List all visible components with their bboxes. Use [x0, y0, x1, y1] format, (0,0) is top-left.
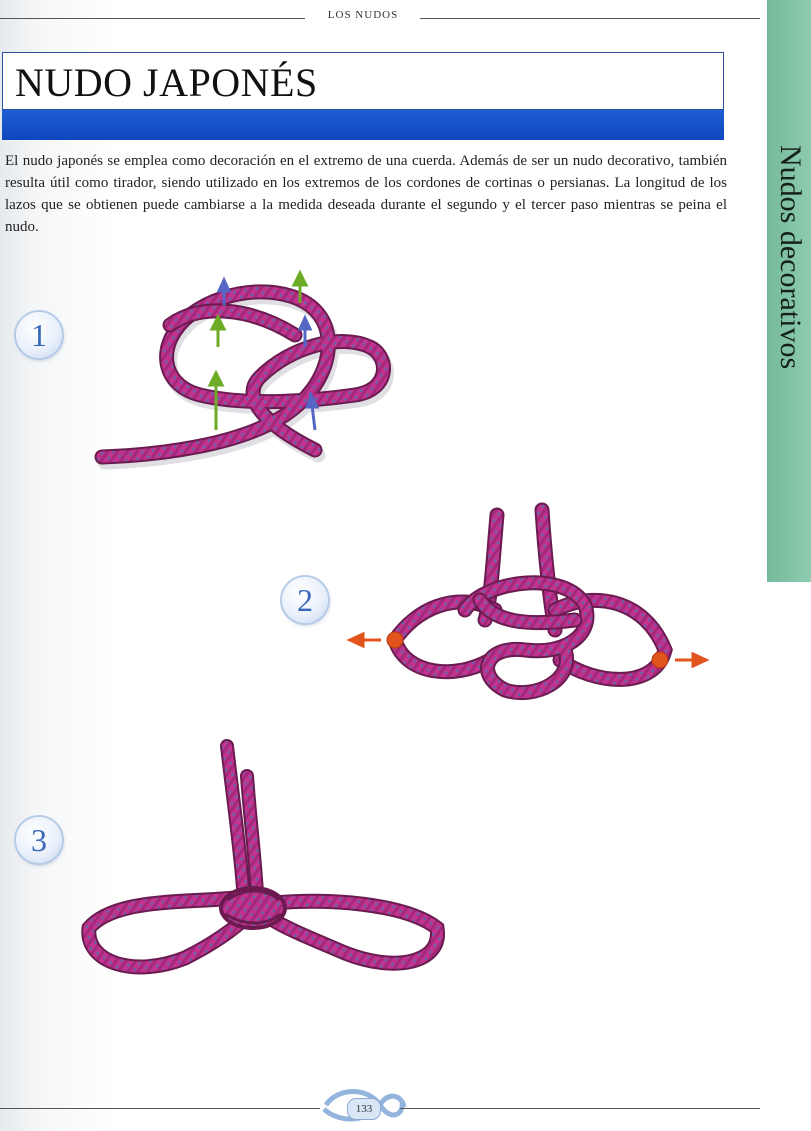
step-1-illustration [90, 265, 410, 475]
page-number: 133 [347, 1098, 381, 1120]
header-rule-left [0, 18, 305, 19]
step-2-badge: 2 [282, 577, 328, 623]
step-3-illustration [75, 738, 455, 993]
step-2-illustration [345, 500, 715, 710]
title-accent-bar [2, 110, 724, 140]
footer-rule-right [400, 1108, 760, 1109]
intro-paragraph: El nudo japonés se emplea como decoración en el extremo de una cuerda. Además de ser un nudo decorativo, también resulta útil como tirador, siendo utilizado en los extremos de los cordones de cortinas o persianas. La longitud de los lazos que se obtienen puede cambiarse a la medida deseada durante el segundo y el tercer paso mientras se peina el nudo. [5, 153, 727, 235]
title-box [2, 52, 724, 110]
step-3-badge: 3 [16, 817, 62, 863]
page-title: NUDO JAPONÉS [15, 60, 318, 105]
footer-rule-left [0, 1108, 320, 1109]
step-1-badge: 1 [16, 312, 62, 358]
section-tab-label: Nudos decorativos [774, 145, 807, 370]
running-header: LOS NUDOS [327, 9, 399, 21]
header-rule-right [420, 18, 760, 19]
